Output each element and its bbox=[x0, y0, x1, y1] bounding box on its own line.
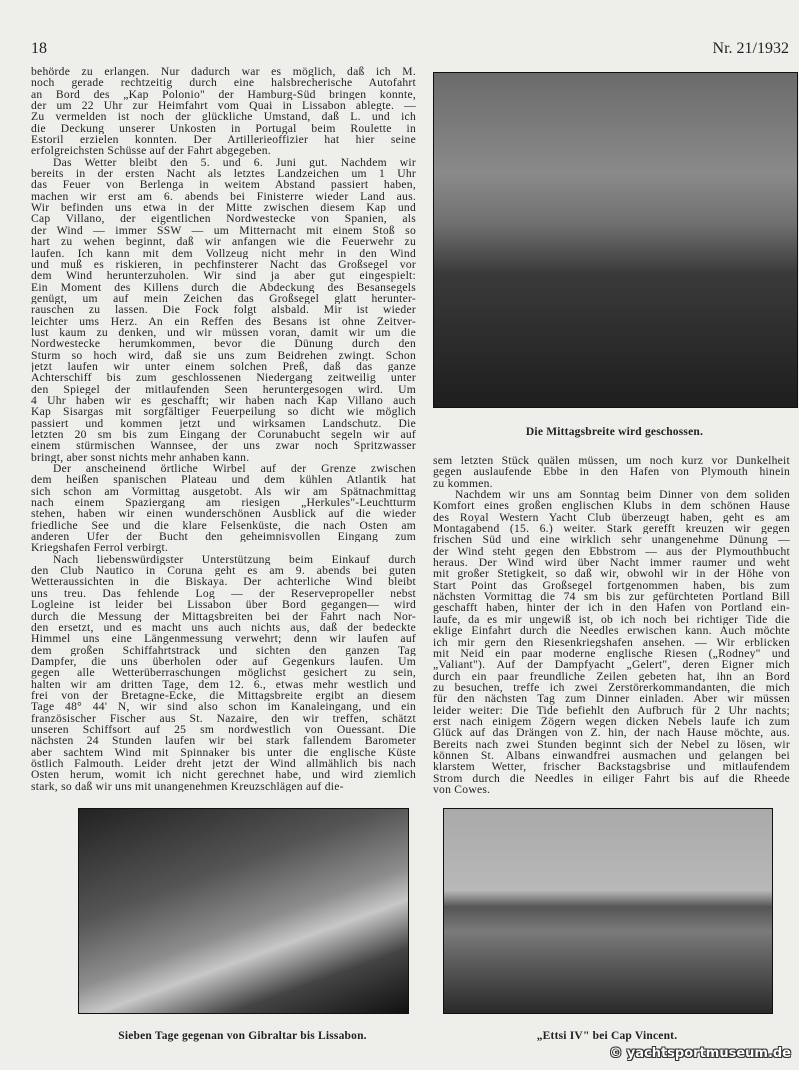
text-line: Strom durch die Needles in eiliger Fahrt bis auf die Rheede bbox=[433, 772, 790, 784]
text-line: behörde zu erlangen. Nur dadurch war es möglich, daß ich M. bbox=[31, 66, 416, 78]
text-line: Logleine ist leider bei Lissabon über Bord gegangen— wird bbox=[31, 599, 416, 611]
text-line: geschafft haben, hinter der ich in den Hafen von Portland ein- bbox=[433, 602, 790, 614]
text-line: hart zu wehen beginnt, daß wir anfangen wie die Feuerwehr zu bbox=[31, 236, 416, 248]
text-line: Bereits nach zwei Stunden beginnt sich der Nebel zu lösen, wir bbox=[433, 738, 790, 750]
text-line: 4 Uhr haben wir es geschafft; wir haben nach Kap Villano auch bbox=[31, 394, 416, 407]
text-line: dem Wind herunterzuholen. Wir sind ja aber gut eingespielt: bbox=[31, 270, 416, 282]
text-line: das Feuer von Berlenga in weitem Abstand passiert haben, bbox=[31, 179, 416, 191]
issue-number: Nr. 21/1932 bbox=[712, 40, 789, 57]
text-line: nächsten Vormittag die 74 sm bis zur gefürchteten Portland Bill bbox=[433, 591, 790, 603]
text-line: Tage 48° 44' N, wir sind also schon im Kanaleingang, und ein bbox=[31, 701, 416, 713]
text-line: bereits in der ersten Nacht als letztes Landzeichen um 1 Uhr bbox=[31, 168, 416, 180]
text-line: uns treu. Das fehlende Log — der Reservepropeller nebst bbox=[31, 587, 416, 600]
text-line: machen wir erst am 6. abends bei Finisterre wieder Land aus. bbox=[31, 190, 416, 203]
text-line: leichter ums Herz. An ein Reffen des Besans ist ohne Zeitver- bbox=[31, 315, 416, 327]
text-line: dem großen Schiffahrtstrack und sichten den ganzen Tag bbox=[31, 644, 416, 656]
text-line: den Club Nautico in Coruna geht es am 9. abends bei guten bbox=[31, 565, 416, 577]
text-line: Osten herum, womit ich nicht gerechnet habe, und wird ziemlich bbox=[31, 769, 416, 781]
text-line: mit großer Stetigkeit, so daß wir, obwohl wir in der Höhe von bbox=[433, 568, 790, 580]
text-line: Sturm so hoch wird, daß sie uns zum Beidrehen zwingt. Schon bbox=[31, 349, 416, 361]
text-line: letzten 20 sm bis zum Eingang der Corunabucht segeln wir auf bbox=[31, 429, 416, 441]
text-line: gegen alle Wetterüberraschungen möglichst gesichert zu sein, bbox=[31, 667, 416, 679]
text-line: Nach liebenswürdigster Unterstützung beim Einkauf durch bbox=[53, 553, 416, 566]
text-line: sich schon am Vormittag ausgetobt. Als wir am Spätnachmittag bbox=[31, 485, 416, 498]
text-line: aber sachtem Wind mit Spinnaker bis unter die englische Küste bbox=[31, 746, 416, 758]
text-line: Wetteraussichten in die Biskaya. Der achterliche Wind bleibt bbox=[31, 576, 416, 588]
text-line: östlich Falmouth. Leider dreht jetzt der Wind allmählich bis nach bbox=[31, 757, 416, 770]
photo-noon-sight bbox=[433, 72, 798, 408]
text-line: eklige Einfahrt durch die Needles erwischen kann. Auch möchte bbox=[433, 625, 790, 637]
text-line: Wir befinden uns etwa in der Mitte zwischen diesem Kap und bbox=[31, 202, 416, 214]
text-line: mit Neid ein paar moderne englische Riesen („Rodney" und bbox=[433, 647, 790, 660]
text-line: zu besuchen, treffe ich zwei Zerstörerkommandanten, die mich bbox=[433, 681, 790, 694]
text-line: Glück auf das Drängen von Z. hin, der nach Hause möchte, aus. bbox=[433, 727, 790, 739]
text-line: den ersetzt, und es macht uns auch nichts aus, daß der bedeckte bbox=[31, 621, 416, 634]
text-line: von Cowes. bbox=[433, 783, 491, 796]
text-line: können St. Albans einwandfrei ausmachen und gelangen bei bbox=[433, 749, 790, 762]
text-line: des Royal Western Yacht Club überzeugt haben, geht es am bbox=[433, 511, 790, 524]
text-line: Zu vermelden ist noch der glückliche Umstand, daß L. und ich bbox=[31, 111, 416, 123]
text-line: erst nach einigem Zögern wegen dicken Nebels laufe ich zum bbox=[433, 715, 790, 728]
text-line: erfolgreichsten Schüsse auf der Fahrt abgegeben. bbox=[31, 145, 271, 157]
text-line: jetzt laufen wir unter einem solchen Preß, daß das ganze bbox=[31, 360, 416, 373]
text-line: an Bord des „Kap Polonio" der Hamburg-Süd bringen konnte, bbox=[31, 88, 416, 101]
text-line: frischen Süd und eine wirklich sehr unangenehme Dünung — bbox=[433, 534, 790, 546]
text-line: passiert und kommen jetzt und wirksamen Landschutz. Die bbox=[31, 417, 416, 429]
photo-caption: Die Mittagsbreite wird geschossen. bbox=[525, 426, 704, 438]
text-line: sem letzten Stück quälen müssen, um noch kurz vor Dunkelheit bbox=[433, 455, 790, 467]
text-line: genügt, um auf mein Zeichen das Großsegel glatt herunter- bbox=[31, 292, 416, 305]
text-line: durch ein paar freundliche Zeilen gebeten hat, ihn an Bord bbox=[433, 670, 790, 682]
text-line: rauschen zu lassen. Die Fock folgt alsbald. Mir ist wieder bbox=[31, 304, 416, 316]
text-line: gegen auslaufende Ebbe in den Hafen von Plymouth hinein bbox=[433, 466, 790, 478]
text-line: der um 22 Uhr zur Heimfahrt vom Quai in Lissabon ablegte. — bbox=[31, 100, 416, 112]
text-line: noch gerade rechtzeitig durch eine halsbrecherische Autofahrt bbox=[31, 77, 416, 89]
text-line: zu kommen. bbox=[433, 477, 493, 490]
text-line: heraus. Der Wind wird über Nacht immer raumer und weht bbox=[433, 557, 790, 569]
text-line: den Spiegel der mitlaufenden Seen heruntergesogen wird. Um bbox=[31, 383, 416, 395]
photo-caption: Sieben Tage gegenan von Gibraltar bis Lissabon. bbox=[118, 1030, 367, 1042]
text-line: für den nächsten Tag zum Dinner einladen. Aber wir müssen bbox=[433, 693, 790, 705]
text-line: halten wir am dritten Tage, dem 12. 6., etwas mehr westlich und bbox=[31, 678, 416, 690]
text-line: lust kaum zu denken, und wir müssen voran, damit wir um die bbox=[31, 326, 416, 339]
text-line: die Deckung unserer Unkosten in Portugal beim Roulette in bbox=[31, 122, 416, 135]
photo-caption: „Ettsi IV" bei Cap Vincent. bbox=[536, 1030, 678, 1042]
text-line: Cap Villano, der eigentlichen Nordwestecke von Spanien, als bbox=[31, 213, 416, 225]
text-line: Komfort eines großen englischen Klubs in dem schönen Hause bbox=[433, 500, 790, 512]
text-line: Das Wetter bleibt den 5. und 6. Juni gut. Nachdem wir bbox=[53, 156, 416, 169]
right-text-column bbox=[433, 455, 790, 795]
text-line: Kriegshafen Ferrol verbirgt. bbox=[31, 542, 169, 554]
text-line: laufen. Ich kann mit dem Vollzeug nicht mehr in den Wind bbox=[31, 247, 416, 259]
photo-cap-vincent bbox=[443, 808, 773, 1014]
text-line: anderen Ufer der Bucht den geheimnisvollen Eingang zum bbox=[31, 531, 416, 543]
text-line: Montagabend (15. 6.) weiter. Stark gerefft kreuzen wir gegen bbox=[433, 523, 790, 535]
text-line: Himmel uns eine Längenmessung verwehrt; denn wir laufen auf bbox=[31, 633, 416, 645]
text-line: Estoril erzielen konnten. Der Artillerieoffizier hat hier seine bbox=[31, 134, 416, 146]
text-line: Der anscheinend örtliche Wirbel auf der Grenze zwischen bbox=[53, 463, 416, 475]
text-line: friedliche See und die klare Felsenküste, die nach Osten am bbox=[31, 519, 416, 532]
left-text-column bbox=[31, 66, 416, 792]
text-line: laufe, da es mir ungewiß ist, ob ich noch bei richtiger Tide die bbox=[433, 613, 790, 626]
text-line: dem heißen spanischen Plateau und dem kühlen Atlantik hat bbox=[31, 474, 416, 486]
text-line: Ein Moment des Killens durch die Abdeckung des Besansegels bbox=[31, 281, 416, 293]
text-line: Nachdem wir uns am Sonntag beim Dinner von dem soliden bbox=[455, 489, 790, 501]
text-line: nach einem Spaziergang am riesigen „Herkules"-Leuchtturm bbox=[31, 497, 416, 509]
text-line: französischer Fischer aus St. Nazaire, den wir treffen, schätzt bbox=[31, 712, 416, 724]
photo-heavy-sea bbox=[78, 808, 409, 1014]
text-line: frei von der Bretagne-Ecke, die Mittagsbreite ergibt an diesem bbox=[31, 689, 416, 702]
text-line: Achterschiff bis zum geschlossenen Niedergang zeitweilig unter bbox=[31, 372, 416, 384]
text-line: bringt, aber sonst nichts mehr anhaben kann. bbox=[31, 451, 250, 464]
watermark: © yachtsportmuseum.de bbox=[609, 1046, 791, 1061]
page-number: 18 bbox=[31, 40, 47, 57]
text-line: leider weiter: Die Tide befiehlt den Aufbruch für 2 Uhr nachts; bbox=[433, 704, 790, 716]
text-line: nächsten 24 Stunden laufen wir bei stark fallendem Barometer bbox=[31, 735, 416, 747]
text-line: „Valiant"). Auf der Dampfyacht „Gelert", deren Eigner mich bbox=[433, 659, 790, 671]
text-line: einem stürmischen Wannsee, der uns zwar noch Spritzwasser bbox=[31, 440, 416, 452]
text-line: Nordwestecke herumkommen, bevor die Dünung durch den bbox=[31, 338, 416, 350]
text-line: Dampfer, die uns überholen oder auf Gegenkurs laufen. Um bbox=[31, 655, 416, 668]
text-line: stehen, haben wir einen wunderschönen Ausblick auf die wieder bbox=[31, 508, 416, 520]
text-line: Kap Sisargas mit sorgfältiger Feuerpeilung so dicht wie möglich bbox=[31, 406, 416, 418]
text-line: durch die Messung der Mittagsbreiten bei der Fahrt nach Nor- bbox=[31, 610, 416, 622]
text-line: der Wind — immer SSW — um Mitternacht mit einem Stoß so bbox=[31, 224, 416, 237]
text-line: Start Point das Großsegel fortgenommen haben, bis zum bbox=[433, 579, 790, 592]
text-line: der Wind steht gegen den Ebbstrom — aus der Plymouthbucht bbox=[433, 545, 790, 558]
text-line: und muß es riskieren, in pechfinsterer Nacht das Großsegel vor bbox=[31, 258, 416, 271]
text-line: ich mir gern den Riesenkriegshafen ansehen. — Wir erblicken bbox=[433, 636, 790, 648]
text-line: stark, so daß wir uns mit unangenehmen Kreuzschlägen auf die- bbox=[31, 780, 344, 792]
text-line: klarstem Wetter, frischer Backstagsbrise und mitlaufendem bbox=[433, 761, 790, 773]
text-line: unseren Schiffsort auf 25 sm nordwestlich von Ouessant. Die bbox=[31, 723, 416, 736]
